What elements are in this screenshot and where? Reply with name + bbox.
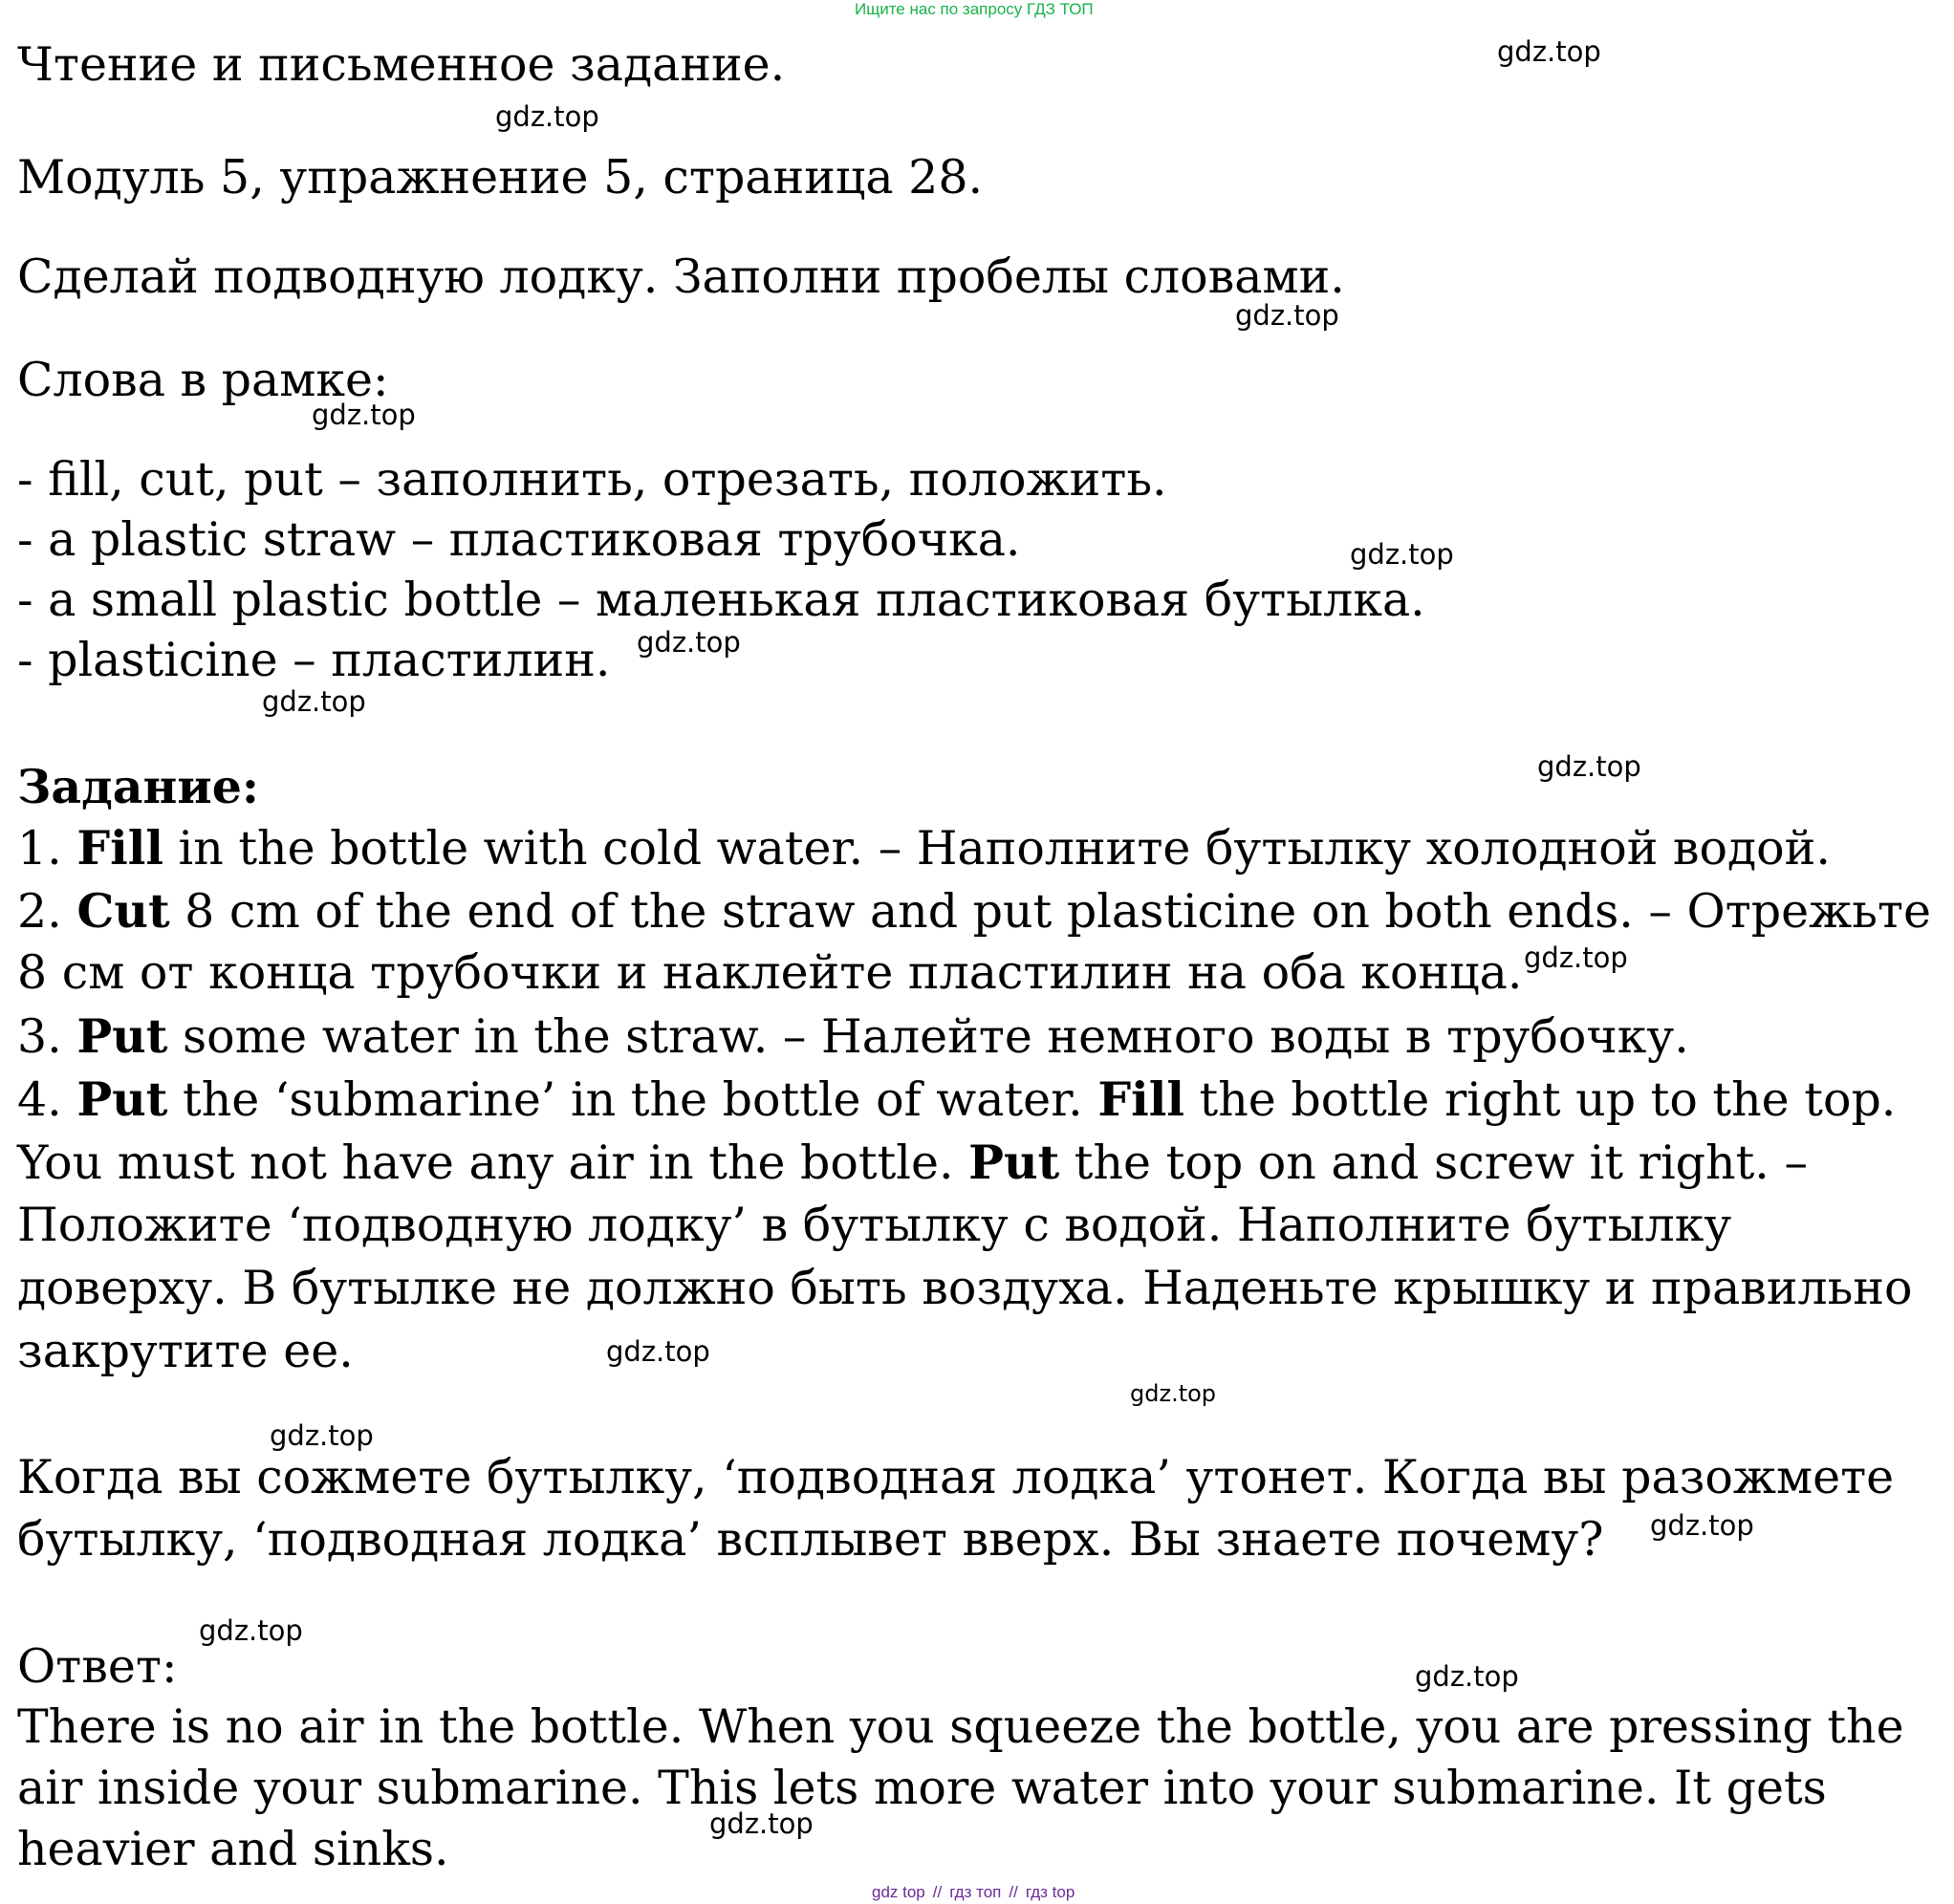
question-line-2: бутылку, ‘подводная лодка’ всплывет вверх. Вы знаете почему?: [17, 1512, 1604, 1567]
page-title: Чтение и письменное задание.: [17, 37, 786, 92]
word-item-3: - a small plastic bottle – маленькая пластиковая бутылка.: [17, 573, 1425, 627]
watermark: gdz.top: [1415, 1660, 1519, 1693]
task-step-4-line-3: Положите ‘подводную лодку’ в бутылку с водой. Наполните бутылку: [17, 1198, 1732, 1252]
task-step-2-cont: 8 см от конца трубочки и наклейте пластилин на оба конца.: [17, 945, 1523, 1000]
word-item-4: - plasticine – пластилин.: [17, 633, 611, 687]
task-step-4: 4. Put the ‘submarine’ in the bottle of water. Fill the bottle right up to the top.: [17, 1071, 1897, 1127]
top-banner: Ищите нас по запросу ГДЗ ТОП: [855, 0, 1094, 18]
word-item-2: - a plastic straw – пластиковая трубочка.: [17, 512, 1021, 567]
watermark: gdz.top: [1650, 1509, 1754, 1542]
watermark: gdz.top: [1350, 538, 1454, 571]
watermark: gdz.top: [1497, 35, 1601, 68]
instruction: Сделай подводную лодку. Заполни пробелы словами.: [17, 249, 1345, 304]
watermark: gdz.top: [199, 1614, 303, 1647]
task-step-4-line-4: доверху. В бутылке не должно быть воздуха. Наденьте крышку и правильно: [17, 1261, 1913, 1315]
bottom-banner: gdz top // гдз топ // гдз top: [872, 1883, 1075, 1901]
watermark: gdz.top: [637, 626, 741, 659]
task-step-4-line-5: закрутите ее.: [17, 1324, 354, 1378]
watermark: gdz.top: [709, 1807, 814, 1840]
answer-label: Ответ:: [17, 1639, 178, 1694]
watermark: gdz.top: [606, 1335, 710, 1368]
watermark: gdz.top: [270, 1419, 374, 1452]
task-step-2: 2. Cut 8 cm of the end of the straw and put plasticine on both ends. – Отрежьте: [17, 883, 1931, 939]
watermark: gdz.top: [1235, 299, 1339, 332]
answer-line-1: There is no air in the bottle. When you squeeze the bottle, you are pressing the: [17, 1699, 1904, 1754]
task-step-1: 1. Fill in the bottle with cold water. – Наполните бутылку холодной водой.: [17, 820, 1831, 876]
task-step-4-line-2: You must not have any air in the bottle. Put the top on and screw it right. –: [17, 1135, 1808, 1190]
task-heading: Задание:: [17, 759, 259, 814]
module-line: Модуль 5, упражнение 5, страница 28.: [17, 150, 984, 205]
question-line-1: Когда вы сожмете бутылку, ‘подводная лодка’ утонет. Когда вы разожмете: [17, 1450, 1895, 1504]
task-step-3: 3. Put some water in the straw. – Налейте немного воды в трубочку.: [17, 1008, 1689, 1064]
answer-line-2: air inside your submarine. This lets more water into your submarine. It gets: [17, 1761, 1827, 1815]
word-item-1: - fill, cut, put – заполнить, отрезать, положить.: [17, 452, 1167, 507]
words-heading: Слова в рамке:: [17, 353, 389, 407]
watermark: gdz.top: [495, 100, 599, 133]
watermark: gdz.top: [262, 685, 366, 718]
answer-line-3: heavier and sinks.: [17, 1822, 449, 1876]
watermark: gdz.top: [1130, 1380, 1217, 1407]
watermark: gdz.top: [312, 399, 416, 431]
watermark: gdz.top: [1524, 941, 1628, 974]
watermark: gdz.top: [1537, 750, 1641, 783]
